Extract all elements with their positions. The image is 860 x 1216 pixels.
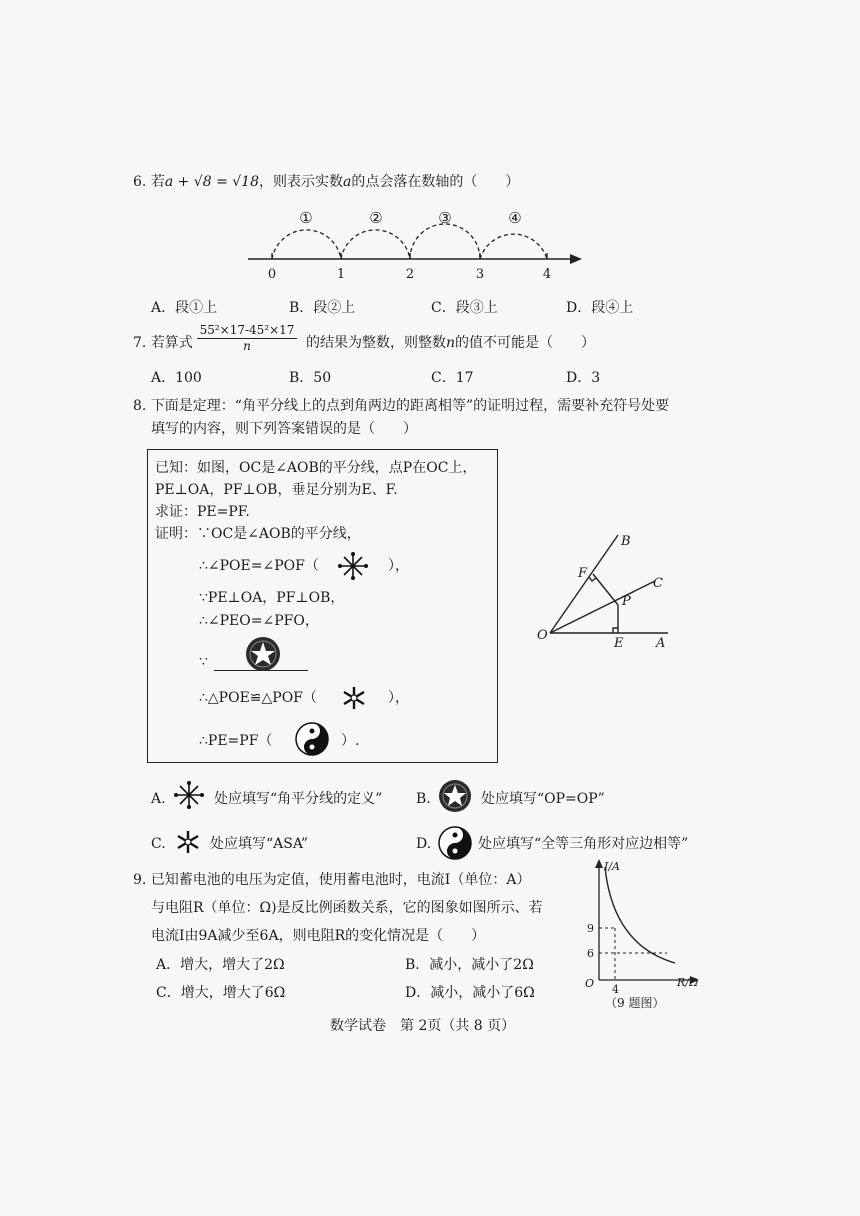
q9-option-a[interactable]: A．增大，增大了2Ω	[156, 957, 285, 973]
q6-option-d[interactable]: D．段④上	[566, 300, 634, 316]
inverse-function-graph	[575, 855, 705, 1015]
y-tick-label: 9	[587, 922, 594, 935]
proof-line-2: ∴∠POE=∠POF（	[199, 558, 319, 574]
q8-option-b-text[interactable]: 处应填写“OP=OP”	[481, 791, 605, 807]
q8-option-c-letter[interactable]: C.	[151, 836, 166, 852]
proof-line-5: ∵	[199, 654, 208, 670]
q8-option-a-letter[interactable]: A.	[151, 791, 166, 807]
q7-stem: 的结果为整数，则整数n的值不可能是（ ）	[306, 335, 596, 351]
graph-caption: （9 题图）	[605, 996, 665, 1010]
figure-label-o: O	[537, 628, 548, 643]
q6-stem: 6. 若a + √8 = √18，则表示实数a的点会落在数轴的（ ）	[133, 174, 520, 190]
asterisk-dots-icon	[338, 552, 368, 580]
figure-label-a: A	[656, 636, 666, 651]
q8-stem-line2: 填写的内容，则下列答案错误的是（ ）	[151, 421, 417, 437]
tick-label: 0	[267, 267, 277, 282]
yin-yang-icon	[438, 826, 472, 860]
tick-label: 1	[336, 267, 346, 282]
proof-given-2: PE⊥OA，PF⊥OB，垂足分别为E、F.	[155, 482, 398, 498]
proof-line-4: ∴∠PEO=∠PFO，	[199, 613, 319, 629]
proof-line-1: 证明：∵OC是∠AOB的平分线，	[155, 526, 361, 542]
proof-line-6: ∴△POE≌△POF（	[199, 690, 317, 706]
q9-option-d[interactable]: D．减小，减小了6Ω	[405, 985, 535, 1001]
arc-segment-2	[341, 230, 410, 259]
arc-segment-4	[480, 234, 547, 259]
q8-option-c-text[interactable]: 处应填写“ASA”	[210, 836, 309, 852]
star-circle-icon	[438, 779, 472, 813]
q9-stem-line2: 与电阻R（单位：Ω)是反比例函数关系，它的图象如图所示、若	[151, 900, 543, 916]
q6-option-b[interactable]: B．段②上	[289, 300, 356, 316]
q8-option-b-letter[interactable]: B.	[416, 791, 431, 807]
asterisk-dots-icon	[174, 781, 204, 809]
yin-yang-icon	[295, 722, 329, 756]
segment-label: ②	[369, 209, 383, 227]
q8-option-d-letter[interactable]: D.	[416, 836, 432, 852]
y-tick-label: 6	[587, 947, 594, 960]
proof-line-3: ∵PE⊥OA，PF⊥OB，	[199, 590, 345, 606]
figure-label-c: C	[653, 576, 663, 591]
q8-option-a-text[interactable]: 处应填写“角平分线的定义”	[214, 791, 383, 807]
x-tick-label: 4	[612, 983, 619, 996]
figure-label-e: E	[614, 636, 624, 651]
q6-option-c[interactable]: C．段③上	[431, 300, 498, 316]
segment-label: ④	[508, 209, 522, 227]
proof-line-6-end: ），	[388, 690, 409, 706]
asterisk-icon	[340, 684, 368, 712]
segment-label: ③	[438, 209, 452, 227]
q7-fraction	[197, 323, 297, 353]
q7-denominator: n	[243, 339, 251, 353]
q7-numerator: 55²×17-45²×17	[197, 323, 297, 339]
number-line-figure	[240, 205, 590, 285]
q9-option-b[interactable]: B．减小，减小了2Ω	[405, 957, 534, 973]
x-axis-label: R/Ω	[677, 976, 699, 989]
proof-line-7-end: ）.	[341, 733, 360, 749]
figure-label-b: B	[621, 534, 631, 549]
q7-option-c[interactable]: C．17	[431, 370, 474, 386]
q9-stem-line1: 9. 已知蓄电池的电压为定值，使用蓄电池时，电流I（单位：A）	[133, 872, 531, 888]
proof-line-7: ∴PE=PF（	[199, 733, 273, 749]
figure-label-f: F	[578, 566, 588, 581]
q9-option-c[interactable]: C．增大，增大了6Ω	[156, 985, 286, 1001]
origin-label: O	[585, 977, 595, 990]
tick-label: 3	[475, 267, 485, 282]
segment-label: ①	[299, 209, 313, 227]
q6-option-a[interactable]: A．段①上	[151, 300, 218, 316]
q7-number: 7. 若算式	[133, 335, 193, 351]
y-axis-label: I/A	[604, 860, 620, 873]
arc-segment-3	[410, 224, 480, 259]
arc-segment-1	[272, 230, 341, 259]
q9-stem-line3: 电流I由9A减少至6A，则电阻R的变化情况是（ ）	[151, 928, 486, 944]
proof-given-1: 已知：如图，OC是∠AOB的平分线，点P在OC上，	[155, 460, 477, 476]
tick-label: 2	[405, 267, 415, 282]
proof-line-2-end: ），	[388, 558, 409, 574]
asterisk-icon	[174, 828, 202, 856]
tick-label: 4	[542, 267, 552, 282]
page-footer: 数学试卷 第 2页（共 8 页）	[330, 1018, 516, 1034]
proof-prove: 求证：PE=PF.	[155, 504, 250, 520]
figure-label-p: P	[622, 594, 631, 609]
q7-option-d[interactable]: D．3	[566, 370, 601, 386]
q8-option-d-text[interactable]: 处应填写“全等三角形对应边相等”	[478, 836, 689, 852]
angle-bisector-figure	[530, 525, 680, 655]
star-circle-icon	[245, 636, 281, 672]
q8-stem-line1: 8. 下面是定理：“角平分线上的点到角两边的距离相等”的证明过程，需要补充符号处要	[133, 398, 670, 414]
q7-option-a[interactable]: A．100	[151, 370, 202, 386]
q7-option-b[interactable]: B．50	[289, 370, 332, 386]
